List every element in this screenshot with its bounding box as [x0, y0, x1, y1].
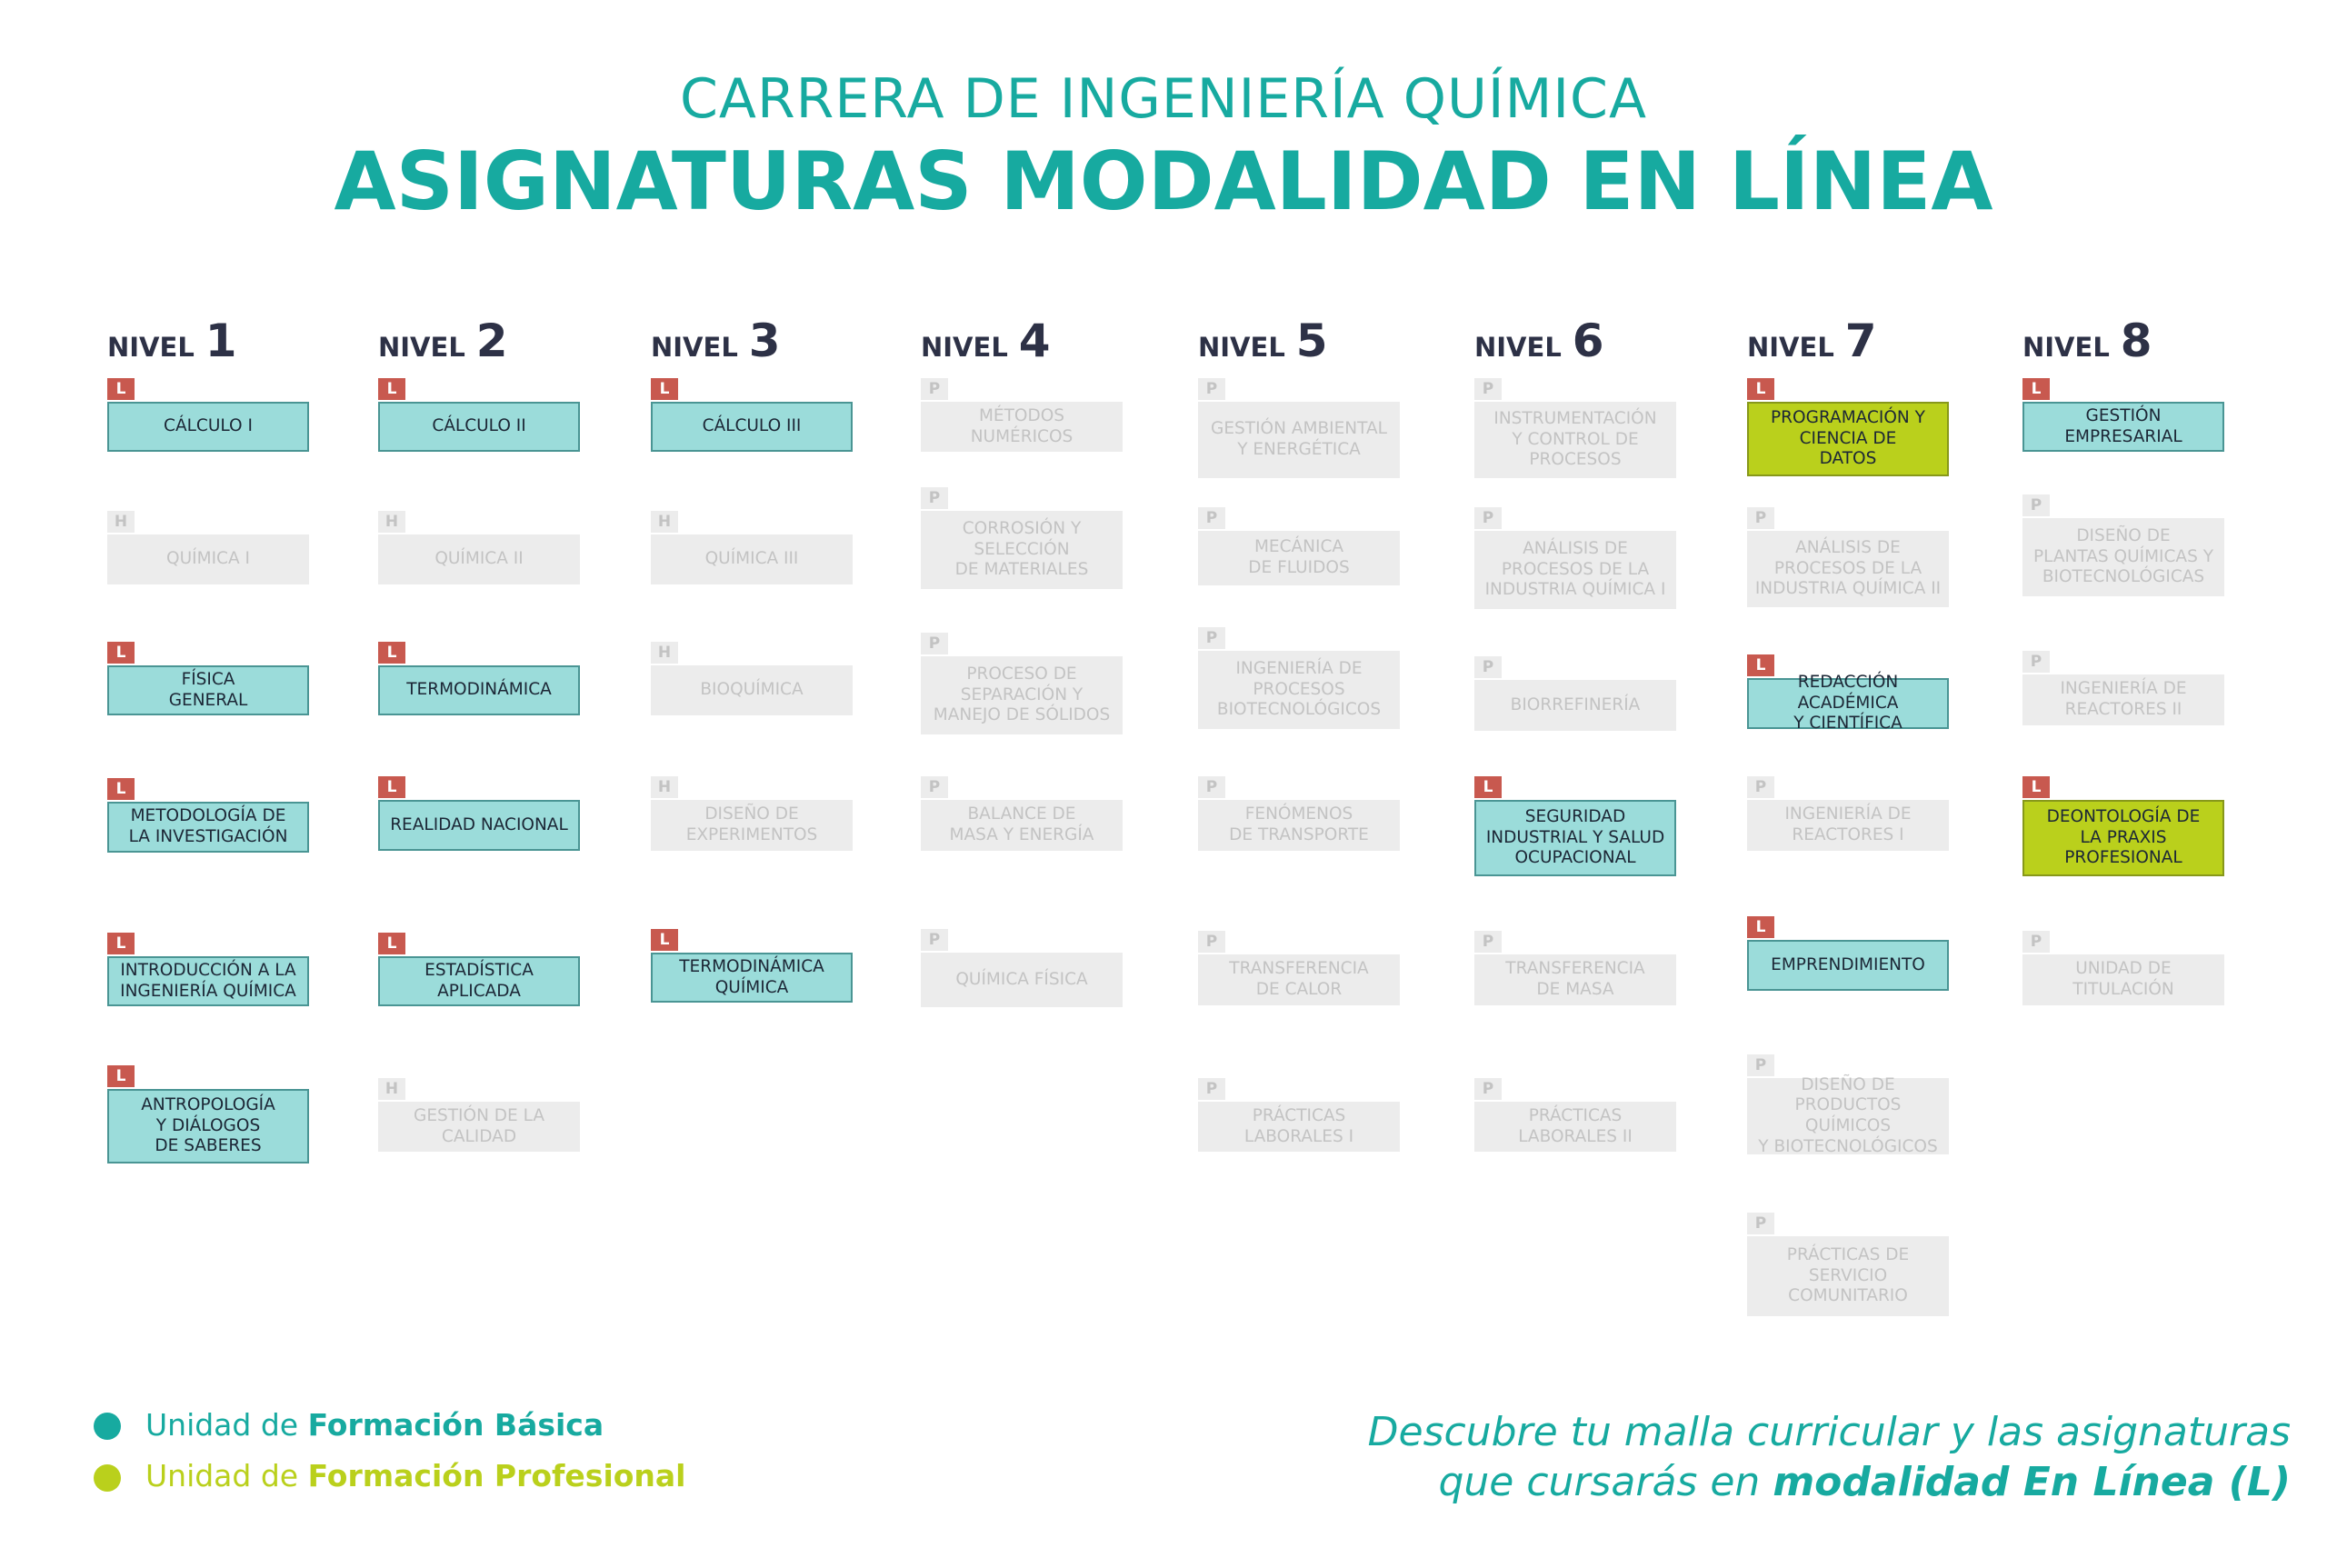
course-box [1747, 800, 1949, 851]
course-tag-L: L [1747, 916, 1774, 938]
course-box [2022, 518, 2224, 596]
course-name: TERMODINÁMICA [406, 680, 552, 700]
course-box [1747, 1074, 1949, 1156]
course-tag-L: L [1747, 654, 1774, 676]
level-header-8 [2022, 315, 2152, 369]
course-tag-L: L [107, 642, 135, 664]
course-box [378, 1102, 580, 1152]
course-box [1474, 1102, 1676, 1152]
tagline-line2 [1368, 1459, 2291, 1505]
course-tag-L: L [2022, 776, 2050, 798]
course-name: BIOQUÍMICA [700, 680, 804, 700]
course-tag-L: L [1474, 776, 1502, 798]
course-box [1198, 531, 1400, 585]
course-name: GESTIÓN DE LA CALIDAD [413, 1105, 544, 1146]
course-tag-P: P [2022, 494, 2050, 516]
course-name: INTRODUCCIÓN A LA INGENIERÍA QUÍMICA [120, 960, 296, 1001]
course-name: MÉTODOS NUMÉRICOS [970, 405, 1074, 446]
level-label: NIVEL [2022, 332, 2110, 363]
course-tag-P: P [1198, 1078, 1225, 1100]
course-box [921, 402, 1123, 452]
course-name: FÍSICA GENERAL [168, 669, 248, 710]
course-box [107, 534, 309, 584]
level-header-2 [378, 315, 508, 369]
course-box [651, 534, 853, 584]
course-name: CÁLCULO I [164, 416, 253, 436]
course-name: TERMODINÁMICA QUÍMICA [679, 956, 824, 997]
course-name: QUÍMICA FÍSICA [955, 969, 1088, 989]
course-box [1198, 1102, 1400, 1152]
course-tag-P: P [1198, 378, 1225, 400]
course-box [1747, 1236, 1949, 1316]
course-box [378, 956, 580, 1006]
course-box [2022, 674, 2224, 725]
course-box [378, 800, 580, 851]
course-box [107, 802, 309, 853]
course-name: CÁLCULO II [432, 416, 526, 436]
page-subtitle: ASIGNATURAS MODALIDAD EN LÍNEA [334, 135, 1993, 228]
course-tag-P: P [1474, 931, 1502, 953]
course-tag-H: H [651, 511, 678, 533]
course-name: ESTADÍSTICA APLICADA [424, 960, 534, 1001]
level-label: NIVEL [378, 332, 465, 363]
course-name: REDACCIÓN ACADÉMICA Y CIENTÍFICA [1793, 673, 1903, 734]
course-name: DISEÑO DE PLANTAS QUÍMICAS Y BIOTECNOLÓGICAS [2033, 526, 2213, 587]
course-box [1474, 531, 1676, 609]
course-box [378, 534, 580, 584]
course-tag-P: P [2022, 931, 2050, 953]
course-tag-P: P [2022, 651, 2050, 673]
course-box [921, 511, 1123, 589]
course-box [1198, 402, 1400, 478]
tagline [1368, 1409, 2291, 1505]
course-tag-L: L [378, 378, 405, 400]
course-name: UNIDAD DE TITULACIÓN [2072, 959, 2174, 999]
page-title: CARRERA DE INGENIERÍA QUÍMICA [680, 67, 1647, 131]
course-name: QUÍMICA III [704, 549, 799, 569]
course-tag-L: L [651, 378, 678, 400]
course-name: REALIDAD NACIONAL [390, 814, 568, 834]
level-number: 7 [1844, 315, 1877, 367]
course-box [107, 1089, 309, 1164]
course-name: TRANSFERENCIA DE MASA [1505, 959, 1645, 999]
course-tag-P: P [1747, 776, 1774, 798]
legend-bold: Formación Profesional [307, 1458, 686, 1493]
course-box [921, 953, 1123, 1007]
course-name: DEONTOLOGÍA DE LA PRAXIS PROFESIONAL [2046, 807, 2201, 868]
course-tag-L: L [107, 933, 135, 954]
course-tag-L: L [107, 1065, 135, 1087]
tagline-line2-prefix: que cursarás en [1438, 1459, 1773, 1505]
course-tag-P: P [1198, 931, 1225, 953]
course-name: PRÁCTICAS LABORALES II [1518, 1105, 1633, 1146]
course-tag-H: H [107, 511, 135, 533]
legend-prefix: Unidad de [145, 1407, 308, 1443]
course-name: QUÍMICA II [434, 549, 524, 569]
course-tag-P: P [1198, 776, 1225, 798]
level-label: NIVEL [1474, 332, 1562, 363]
course-box [107, 665, 309, 715]
level-number: 8 [2120, 315, 2152, 367]
course-name: INGENIERÍA DE PROCESOS BIOTECNOLÓGICOS [1216, 659, 1382, 720]
course-name: DISEÑO DE EXPERIMENTOS [685, 804, 818, 844]
course-box [2022, 954, 2224, 1005]
level-number: 6 [1572, 315, 1604, 367]
course-tag-P: P [921, 929, 948, 951]
course-tag-H: H [651, 642, 678, 664]
course-box [1747, 531, 1949, 607]
course-tag-P: P [1474, 1078, 1502, 1100]
course-tag-H: H [378, 1078, 405, 1100]
course-box [1747, 673, 1949, 734]
course-tag-P: P [1198, 507, 1225, 529]
tagline-line2-bold: modalidad En Línea (L) [1773, 1459, 2291, 1505]
tagline-line1: Descubre tu malla curricular y las asignaturas [1367, 1409, 2291, 1455]
course-name: PRÁCTICAS LABORALES I [1243, 1105, 1354, 1146]
course-box [651, 800, 853, 851]
course-tag-L: L [2022, 378, 2050, 400]
course-tag-P: P [1198, 627, 1225, 649]
legend-item-profesional [145, 1458, 686, 1493]
course-tag-H: H [378, 511, 405, 533]
level-header-5 [1198, 315, 1328, 369]
course-tag-L: L [378, 642, 405, 664]
course-box [107, 402, 309, 452]
legend-prefix: Unidad de [145, 1458, 308, 1493]
level-number: 2 [475, 315, 508, 367]
course-name: BALANCE DE MASA Y ENERGÍA [949, 804, 1094, 844]
course-tag-P: P [1747, 1213, 1774, 1234]
course-box [1198, 651, 1400, 729]
level-header-1 [107, 315, 237, 369]
course-name: TRANSFERENCIA DE CALOR [1229, 959, 1369, 999]
course-tag-P: P [921, 487, 948, 509]
course-tag-P: P [1474, 378, 1502, 400]
course-name: DISEÑO DE PRODUCTOS QUÍMICOS Y BIOTECNOLÓGICOS [1758, 1074, 1938, 1156]
course-name: INGENIERÍA DE REACTORES I [1784, 804, 1912, 844]
course-tag-P: P [921, 776, 948, 798]
course-box [651, 402, 853, 452]
level-number: 4 [1018, 315, 1051, 367]
course-box [921, 656, 1123, 734]
course-name: ANÁLISIS DE PROCESOS DE LA INDUSTRIA QUÍMICA I [1484, 539, 1666, 600]
course-tag-L: L [107, 778, 135, 800]
course-tag-L: L [378, 776, 405, 798]
level-label: NIVEL [921, 332, 1008, 363]
course-name: MECÁNICA DE FLUIDOS [1248, 537, 1350, 577]
level-label: NIVEL [1198, 332, 1285, 363]
course-tag-L: L [378, 933, 405, 954]
level-header-6 [1474, 315, 1604, 369]
course-tag-L: L [1747, 378, 1774, 400]
course-name: SEGURIDAD INDUSTRIAL Y SALUD OCUPACIONAL [1485, 807, 1665, 868]
course-tag-P: P [1747, 507, 1774, 529]
level-number: 1 [205, 315, 237, 367]
course-box [107, 956, 309, 1006]
course-name: EMPRENDIMIENTO [1771, 954, 1925, 974]
course-box [651, 953, 853, 1003]
course-box [2022, 800, 2224, 876]
course-name: FENÓMENOS DE TRANSPORTE [1229, 804, 1369, 844]
course-name: PRÁCTICAS DE SERVICIO COMUNITARIO [1786, 1245, 1910, 1306]
course-box [651, 665, 853, 715]
level-header-4 [921, 315, 1051, 369]
course-name: INGENIERÍA DE REACTORES II [2060, 679, 2187, 719]
level-number: 3 [748, 315, 781, 367]
level-label: NIVEL [1747, 332, 1834, 363]
legend-bold: Formación Básica [307, 1407, 604, 1443]
course-box [1198, 800, 1400, 851]
course-name: GESTIÓN EMPRESARIAL [2064, 405, 2182, 446]
course-name: BIORREFINERÍA [1510, 694, 1641, 714]
course-name: CÁLCULO III [702, 416, 802, 436]
course-box [1474, 402, 1676, 478]
course-tag-P: P [921, 378, 948, 400]
course-name: CORROSIÓN Y SELECCIÓN DE MATERIALES [954, 519, 1089, 580]
basic-unit-dot-icon [94, 1413, 121, 1440]
course-box [1198, 954, 1400, 1005]
level-label: NIVEL [107, 332, 195, 363]
course-box [1747, 402, 1949, 476]
course-name: ANTROPOLOGÍA Y DIÁLOGOS DE SABERES [141, 1095, 275, 1156]
course-tag-P: P [921, 633, 948, 654]
course-tag-L: L [107, 378, 135, 400]
level-header-3 [651, 315, 781, 369]
course-name: GESTIÓN AMBIENTAL Y ENERGÉTICA [1211, 419, 1387, 459]
course-name: PROCESO DE SEPARACIÓN Y MANEJO DE SÓLIDOS [933, 664, 1111, 725]
course-name: INSTRUMENTACIÓN Y CONTROL DE PROCESOS [1493, 409, 1657, 470]
course-tag-L: L [651, 929, 678, 951]
course-tag-P: P [1474, 656, 1502, 678]
course-box [1747, 940, 1949, 991]
course-box [1474, 800, 1676, 876]
course-box [2022, 402, 2224, 452]
course-box [378, 402, 580, 452]
course-box [1474, 954, 1676, 1005]
course-box [1474, 680, 1676, 731]
course-name: PROGRAMACIÓN Y CIENCIA DE DATOS [1771, 408, 1925, 469]
professional-unit-dot-icon [94, 1464, 121, 1492]
legend-item-basica [145, 1407, 604, 1443]
course-name: QUÍMICA I [166, 549, 250, 569]
course-tag-P: P [1474, 507, 1502, 529]
level-header-7 [1747, 315, 1877, 369]
course-box [921, 800, 1123, 851]
course-name: ANÁLISIS DE PROCESOS DE LA INDUSTRIA QUÍMICA II [1754, 538, 1942, 599]
level-number: 5 [1295, 315, 1328, 367]
course-name: METODOLOGÍA DE LA INVESTIGACIÓN [128, 806, 288, 846]
level-label: NIVEL [651, 332, 738, 363]
course-box [378, 665, 580, 715]
course-tag-H: H [651, 776, 678, 798]
course-tag-P: P [1747, 1054, 1774, 1076]
